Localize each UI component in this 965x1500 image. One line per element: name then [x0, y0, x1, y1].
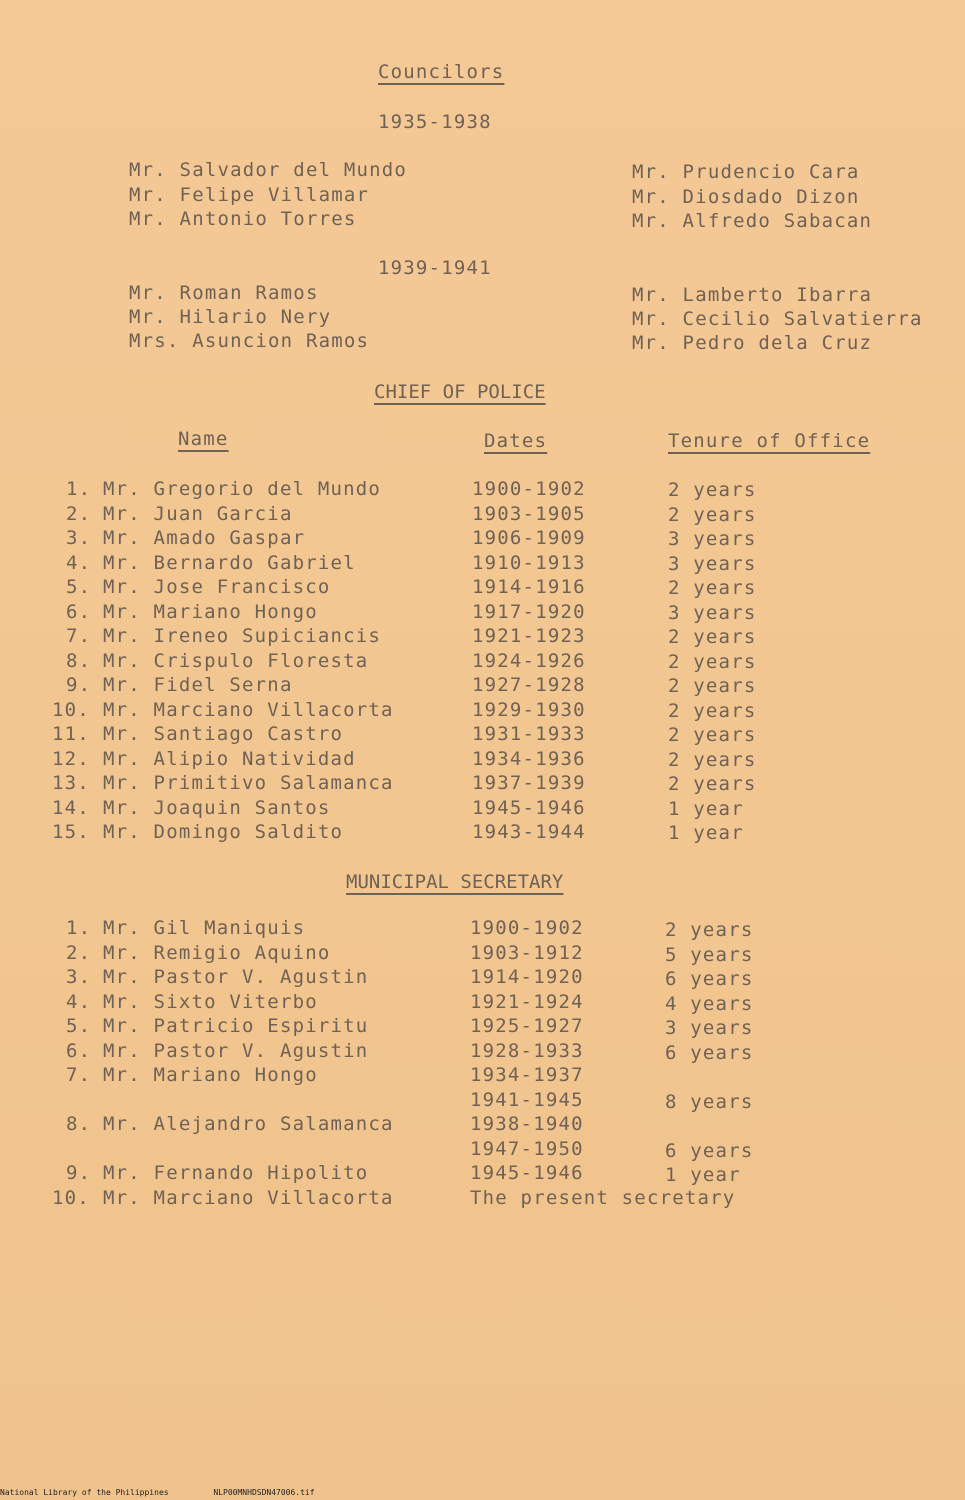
tenure-dates: 1917-1920	[472, 600, 586, 623]
tenure-length: 6 years	[665, 968, 754, 990]
tenure-length: 2 years	[668, 503, 757, 526]
councilor-name: Mr. Pedro dela Cruz	[632, 332, 873, 354]
tenure-dates: 1903-1905	[472, 502, 586, 525]
councilors-heading: Councilors	[378, 61, 505, 83]
officer-name: Mr. Joaquin Santos	[103, 796, 331, 819]
secretary-name: Mr. Remigio Aquino	[103, 941, 331, 964]
row-number: 14.	[52, 796, 90, 819]
row-number: 12.	[52, 747, 90, 770]
secretary-name: Mr. Gil Maniquis	[103, 917, 306, 939]
row-number: 2.	[66, 941, 92, 964]
councilor-name: Mr. Diosdado Dizon	[632, 186, 860, 208]
municipal-secretary-heading: MUNICIPAL SECRETARY	[346, 871, 564, 893]
secretary-name: Mr. Sixto Viterbo	[103, 990, 318, 1013]
scan-footer	[0, 1488, 355, 1497]
tenure-dates: 1921-1923	[472, 625, 586, 647]
tenure-dates: 1900-1902	[472, 478, 586, 500]
library-credit: National Library of the Philippines	[0, 1488, 169, 1497]
tenure-dates: The present secretary	[470, 1186, 736, 1209]
secretary-name: Mr. Pastor V. Agustin	[103, 966, 369, 988]
councilor-name: Mr. Roman Ramos	[129, 282, 319, 304]
row-number: 10.	[52, 698, 90, 721]
tenure-dates: 1945-1946	[470, 1162, 584, 1184]
row-number: 3.	[66, 966, 92, 988]
row-number: 3.	[66, 527, 92, 549]
councilor-name: Mr. Lamberto Ibarra	[632, 284, 873, 306]
tenure-dates: 1929-1930	[472, 698, 586, 721]
tenure-length: 2 years	[668, 699, 757, 722]
row-number: 6.	[66, 1039, 92, 1062]
file-name: NLP00MNHDSDN47006.tif	[213, 1488, 315, 1497]
councilor-name: Mr. Hilario Nery	[129, 306, 332, 328]
councilor-name: Mr. Cecilio Salvatierra	[632, 308, 923, 330]
tenure-length: 2 years	[668, 724, 757, 746]
row-number: 9.	[66, 674, 92, 696]
tenure-dates: 1914-1920	[470, 966, 584, 988]
tenure-dates: 1927-1928	[472, 674, 586, 696]
tenure-length: 2 years	[668, 675, 757, 697]
councilor-name: Mrs. Asuncion Ramos	[129, 330, 370, 352]
tenure-dates: 1941-1945	[470, 1088, 584, 1111]
row-number: 1.	[66, 917, 92, 939]
tenure-dates: 1938-1940	[470, 1113, 584, 1135]
tenure-length: 4 years	[665, 992, 754, 1015]
row-number: 5.	[66, 1015, 92, 1037]
councilor-name: Mr. Felipe Villamar	[129, 184, 370, 206]
chief-of-police-heading: CHIEF OF POLICE	[374, 381, 546, 403]
officer-name: Mr. Alipio Natividad	[103, 747, 356, 770]
row-number: 10.	[52, 1186, 90, 1209]
councilor-name: Mr. Antonio Torres	[129, 208, 357, 230]
row-number: 13.	[52, 772, 90, 794]
officer-name: Mr. Santiago Castro	[103, 723, 344, 745]
officer-name: Mr. Mariano Hongo	[103, 600, 318, 623]
tenure-length: 3 years	[665, 1017, 754, 1039]
column-header-tenure: Tenure of Office	[668, 430, 871, 452]
officer-name: Mr. Primitivo Salamanca	[103, 772, 394, 794]
row-number: 7.	[66, 625, 92, 647]
row-number: 2.	[66, 502, 92, 525]
tenure-length: 2 years	[668, 748, 757, 771]
officer-name: Mr. Domingo Saldito	[103, 821, 344, 843]
row-number: 5.	[66, 576, 92, 598]
tenure-length: 1 year	[668, 822, 744, 844]
councilor-name: Mr. Alfredo Sabacan	[632, 210, 873, 232]
tenure-length: 8 years	[665, 1090, 754, 1113]
tenure-length: 2 years	[668, 650, 757, 673]
row-number: 7.	[66, 1064, 92, 1086]
tenure-length: 5 years	[665, 943, 754, 966]
officer-name: Mr. Fidel Serna	[103, 674, 293, 696]
row-number: 15.	[52, 821, 90, 843]
tenure-dates: 1924-1926	[472, 649, 586, 672]
row-number: 6.	[66, 600, 92, 623]
term2-years: 1939-1941	[378, 257, 492, 279]
row-number: 8.	[66, 1113, 92, 1135]
secretary-name: Mr. Pastor V. Agustin	[103, 1039, 369, 1062]
tenure-dates: 1947-1950	[470, 1137, 584, 1160]
tenure-length: 1 year	[668, 797, 744, 820]
tenure-length: 2 years	[668, 577, 757, 599]
tenure-length: 2 years	[668, 773, 757, 795]
officer-name: Mr. Ireneo Supiciancis	[103, 625, 382, 647]
councilor-name: Mr. Prudencio Cara	[632, 161, 860, 183]
tenure-dates: 1945-1946	[472, 796, 586, 819]
tenure-length: 2 years	[668, 479, 757, 501]
tenure-length: 3 years	[668, 552, 757, 575]
officer-name: Mr. Jose Francisco	[103, 576, 331, 598]
tenure-length: 6 years	[665, 1139, 754, 1162]
row-number: 8.	[66, 649, 92, 672]
row-number: 9.	[66, 1162, 92, 1184]
tenure-length: 3 years	[668, 601, 757, 624]
secretary-name: Mr. Mariano Hongo	[103, 1064, 318, 1086]
row-number: 4.	[66, 551, 92, 574]
tenure-dates: 1943-1944	[472, 821, 586, 843]
secretary-name: Mr. Fernando Hipolito	[103, 1162, 369, 1184]
tenure-length: 3 years	[668, 528, 757, 550]
officer-name: Mr. Bernardo Gabriel	[103, 551, 356, 574]
tenure-dates: 1925-1927	[470, 1015, 584, 1037]
tenure-dates: 1928-1933	[470, 1039, 584, 1062]
councilor-name: Mr. Salvador del Mundo	[129, 159, 408, 181]
tenure-dates: 1906-1909	[472, 527, 586, 549]
column-header-dates: Dates	[484, 430, 548, 452]
officer-name: Mr. Marciano Villacorta	[103, 698, 394, 721]
tenure-length: 2 years	[665, 919, 754, 941]
tenure-length: 2 years	[668, 626, 757, 648]
tenure-dates: 1934-1936	[472, 747, 586, 770]
tenure-dates: 1914-1916	[472, 576, 586, 598]
tenure-dates: 1934-1937	[470, 1064, 584, 1086]
row-number: 11.	[52, 723, 90, 745]
secretary-name: Mr. Marciano Villacorta	[103, 1186, 394, 1209]
tenure-dates: 1903-1912	[470, 941, 584, 964]
term1-years: 1935-1938	[378, 111, 492, 133]
row-number: 1.	[66, 478, 92, 500]
officer-name: Mr. Amado Gaspar	[103, 527, 306, 549]
secretary-name: Mr. Alejandro Salamanca	[103, 1113, 394, 1135]
tenure-dates: 1910-1913	[472, 551, 586, 574]
column-header-name: Name	[178, 428, 229, 450]
officer-name: Mr. Juan Garcia	[103, 502, 293, 525]
tenure-length: 1 year	[665, 1164, 741, 1186]
officer-name: Mr. Gregorio del Mundo	[103, 478, 382, 500]
secretary-name: Mr. Patricio Espiritu	[103, 1015, 369, 1037]
row-number: 4.	[66, 990, 92, 1013]
tenure-dates: 1921-1924	[470, 990, 584, 1013]
officer-name: Mr. Crispulo Floresta	[103, 649, 369, 672]
tenure-dates: 1900-1902	[470, 917, 584, 939]
tenure-dates: 1937-1939	[472, 772, 586, 794]
tenure-dates: 1931-1933	[472, 723, 586, 745]
tenure-length: 6 years	[665, 1041, 754, 1064]
